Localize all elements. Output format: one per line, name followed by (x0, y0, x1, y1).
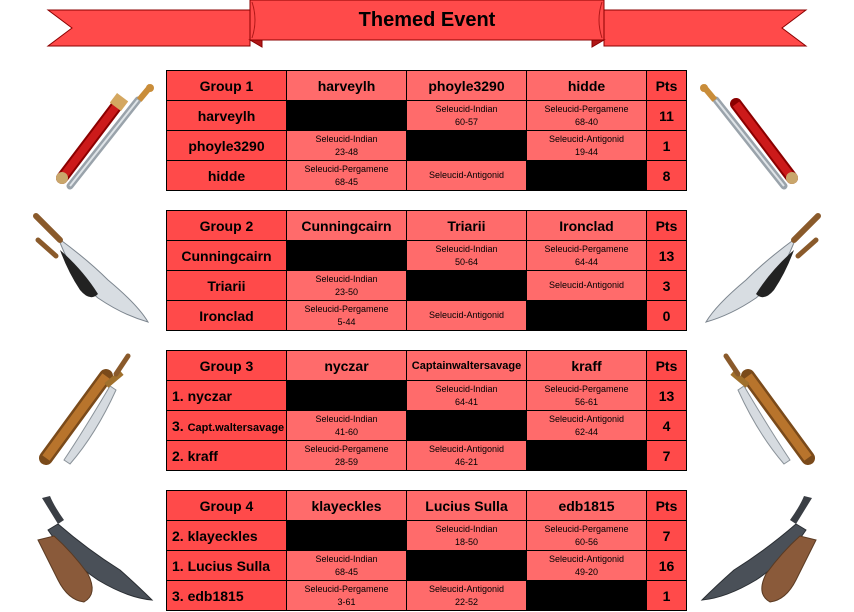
player-rank: 1. (172, 557, 184, 574)
player-name-text: nyczar (187, 387, 232, 404)
player-name-text: phoyle3290 (188, 137, 265, 154)
match-result: Seleucid-Indian 50-64 (407, 241, 527, 271)
gladius-sword-icon (26, 82, 156, 192)
column-header: hidde (527, 71, 647, 101)
table-header-row (167, 71, 687, 101)
player-points: 1 (647, 131, 687, 161)
player-name (167, 131, 287, 161)
table-header-row (167, 491, 687, 521)
player-points: 8 (647, 161, 687, 191)
points-header: Pts (647, 71, 687, 101)
player-points: 7 (647, 441, 687, 471)
player-rank: 2. (172, 447, 184, 464)
match-result: Seleucid-Indian 23-48 (287, 131, 407, 161)
group-label: Group 4 (167, 491, 287, 521)
match-result: Seleucid-Antigonid (407, 301, 527, 331)
match-result: Seleucid-Pergamene 5-44 (287, 301, 407, 331)
match-result: Seleucid-Antigonid 62-44 (527, 411, 647, 441)
match-result: Seleucid-Pergamene 28-59 (287, 441, 407, 471)
group-table (166, 70, 687, 191)
column-header: harveylh (287, 71, 407, 101)
match-result: Seleucid-Indian 60-57 (407, 101, 527, 131)
match-result: Seleucid-Pergamene 68-40 (527, 101, 647, 131)
table-row (167, 101, 687, 131)
empty-cell (407, 551, 527, 581)
player-name (167, 161, 287, 191)
table-row (167, 441, 687, 471)
column-header: nyczar (287, 351, 407, 381)
empty-cell (527, 301, 647, 331)
player-name-text: Capt.waltersavage (187, 421, 285, 434)
player-name (167, 551, 287, 581)
player-rank: 2. (172, 527, 184, 544)
table-row (167, 521, 687, 551)
column-header: Cunningcairn (287, 211, 407, 241)
table-row (167, 381, 687, 411)
player-name (167, 381, 287, 411)
match-result: Seleucid-Pergamene 64-44 (527, 241, 647, 271)
player-name (167, 581, 287, 611)
kopis-sword-icon (28, 490, 158, 605)
column-header: edb1815 (527, 491, 647, 521)
player-name-text: Ironclad (199, 307, 254, 324)
gladius-sword-icon (698, 82, 828, 192)
empty-cell (527, 581, 647, 611)
table-row (167, 271, 687, 301)
kukri-knife-icon (696, 210, 826, 330)
player-name-text: Triarii (207, 277, 246, 294)
player-rank: 1. (172, 387, 184, 404)
column-header: Triarii (407, 211, 527, 241)
player-rank: 3. (172, 587, 184, 604)
player-name-text: klayeckles (187, 527, 258, 544)
player-points: 11 (647, 101, 687, 131)
empty-cell (527, 161, 647, 191)
kukri-knife-icon (28, 210, 158, 330)
table-row (167, 161, 687, 191)
player-points: 13 (647, 241, 687, 271)
player-name (167, 441, 287, 471)
empty-cell (287, 101, 407, 131)
player-name (167, 271, 287, 301)
player-points: 16 (647, 551, 687, 581)
player-name (167, 301, 287, 331)
group-label: Group 2 (167, 211, 287, 241)
player-points: 4 (647, 411, 687, 441)
player-rank: 3. (172, 417, 184, 434)
player-points: 0 (647, 301, 687, 331)
table-row (167, 411, 687, 441)
table-row (167, 131, 687, 161)
empty-cell (407, 271, 527, 301)
table-row (167, 581, 687, 611)
column-header: Ironclad (527, 211, 647, 241)
table-header-row (167, 211, 687, 241)
empty-cell (287, 241, 407, 271)
player-points: 3 (647, 271, 687, 301)
empty-cell (287, 521, 407, 551)
player-name-text: kraff (187, 447, 218, 464)
match-result: Seleucid-Indian 68-45 (287, 551, 407, 581)
column-header: phoyle3290 (407, 71, 527, 101)
player-name (167, 411, 287, 441)
match-result: Seleucid-Antigonid 46-21 (407, 441, 527, 471)
player-name (167, 241, 287, 271)
empty-cell (407, 131, 527, 161)
column-header: Captainwaltersavage (407, 351, 527, 381)
player-points: 7 (647, 521, 687, 551)
table-row (167, 241, 687, 271)
match-result: Seleucid-Antigonid 49-20 (527, 551, 647, 581)
empty-cell (407, 411, 527, 441)
player-name-text: Cunningcairn (181, 247, 272, 264)
player-points: 13 (647, 381, 687, 411)
player-name-text: Lucius Sulla (187, 557, 271, 574)
match-result: Seleucid-Antigonid 19-44 (527, 131, 647, 161)
match-result: Seleucid-Pergamene 3-61 (287, 581, 407, 611)
column-header: klayeckles (287, 491, 407, 521)
match-result: Seleucid-Pergamene 56-61 (527, 381, 647, 411)
match-result: Seleucid-Antigonid (407, 161, 527, 191)
points-header: Pts (647, 211, 687, 241)
table-header-row (167, 351, 687, 381)
player-name (167, 101, 287, 131)
player-points: 1 (647, 581, 687, 611)
empty-cell (527, 441, 647, 471)
player-name-text: hidde (207, 167, 246, 184)
points-header: Pts (647, 351, 687, 381)
group-table (166, 210, 687, 331)
player-name (167, 521, 287, 551)
match-result: Seleucid-Indian 41-60 (287, 411, 407, 441)
player-name-text: harveylh (197, 107, 256, 124)
match-result: Seleucid-Antigonid 22-52 (407, 581, 527, 611)
kopis-sword-icon (696, 490, 826, 605)
match-result: Seleucid-Pergamene 68-45 (287, 161, 407, 191)
table-row (167, 551, 687, 581)
match-result: Seleucid-Indian 64-41 (407, 381, 527, 411)
column-header: Lucius Sulla (407, 491, 527, 521)
match-result: Seleucid-Indian 18-50 (407, 521, 527, 551)
page-title: Themed Event (358, 9, 496, 31)
points-header: Pts (647, 491, 687, 521)
match-result: Seleucid-Indian 23-50 (287, 271, 407, 301)
group-label: Group 1 (167, 71, 287, 101)
group-table (166, 350, 687, 471)
xiphos-sword-icon (720, 350, 830, 470)
empty-cell (287, 381, 407, 411)
xiphos-sword-icon (24, 350, 134, 470)
match-result: Seleucid-Antigonid (527, 271, 647, 301)
table-row (167, 301, 687, 331)
group-label: Group 3 (167, 351, 287, 381)
group-table (166, 490, 687, 611)
player-name-text: edb1815 (187, 587, 244, 604)
column-header: kraff (527, 351, 647, 381)
match-result: Seleucid-Pergamene 60-56 (527, 521, 647, 551)
